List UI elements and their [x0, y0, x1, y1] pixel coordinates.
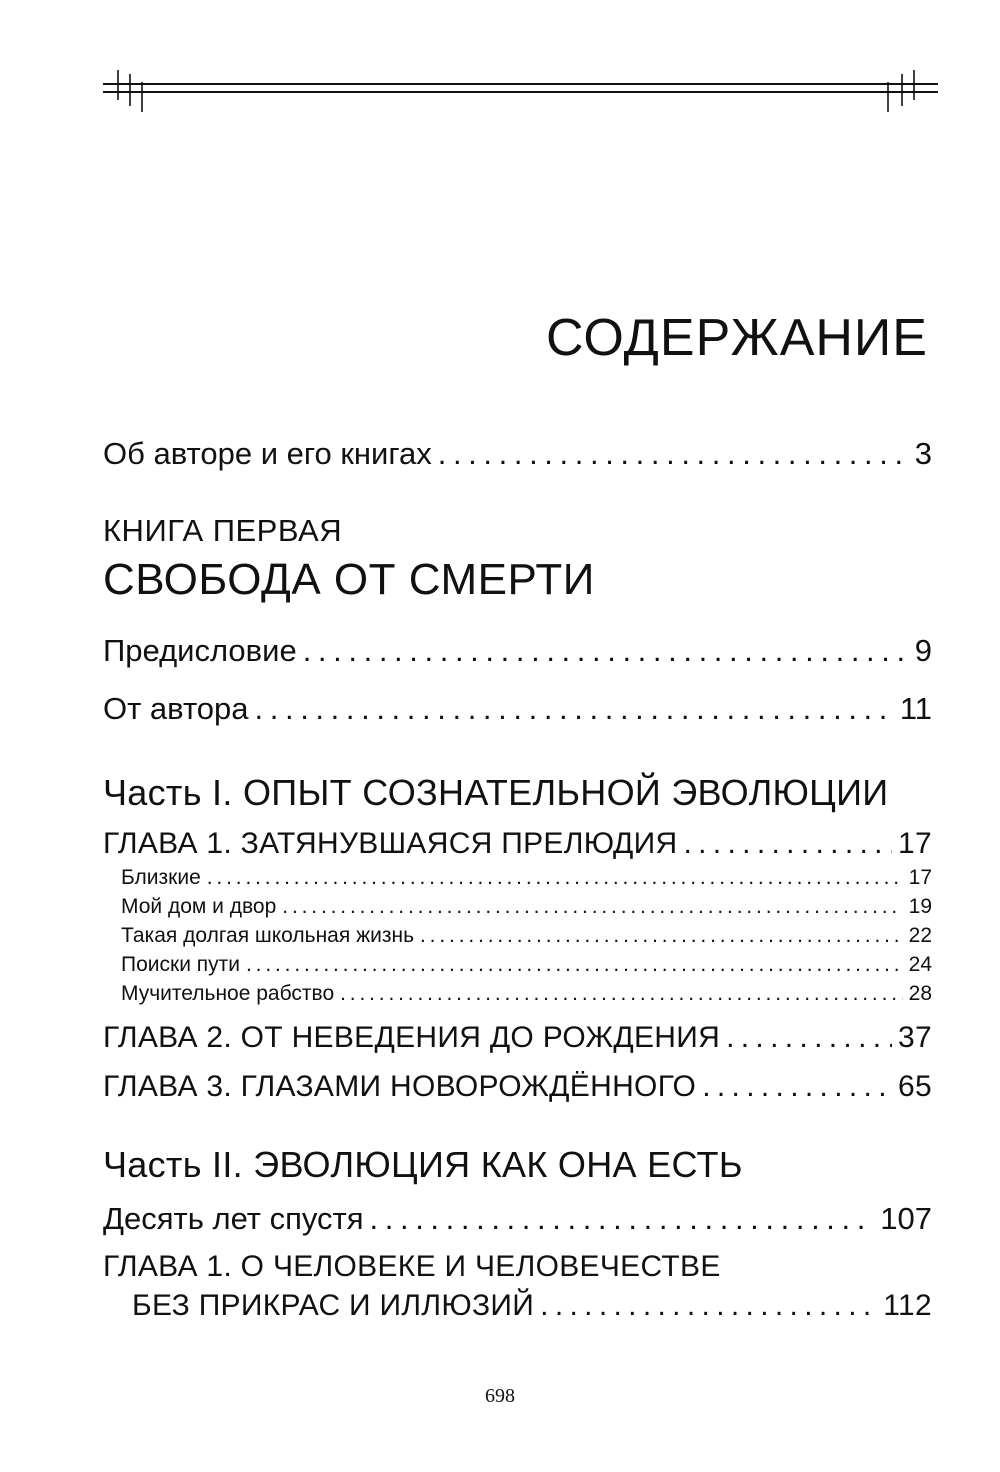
toc-entry-label: ГЛАВА 2. ОТ НЕВЕДЕНИЯ ДО РОЖДЕНИЯ [103, 1021, 721, 1054]
toc-entry-page: 22 [908, 924, 932, 947]
dot-leader [370, 1201, 875, 1237]
toc-entry-label: Близкие [121, 866, 201, 889]
toc-entry-part2-chapter1-line1[interactable]: ГЛАВА 1. О ЧЕЛОВЕКЕ И ЧЕЛОВЕЧЕСТВЕ [103, 1250, 721, 1283]
dot-leader [683, 827, 892, 861]
toc-entry-page: 19 [908, 895, 932, 918]
dot-leader [540, 1289, 877, 1323]
toc-entry-page: 37 [898, 1021, 932, 1054]
toc-section-item[interactable] [121, 953, 932, 977]
toc-entry-part2-chapter1[interactable] [132, 1289, 932, 1323]
dot-leader [282, 895, 902, 919]
dot-leader [438, 436, 909, 472]
toc-section-item[interactable] [121, 924, 932, 948]
book-label: КНИГА ПЕРВАЯ [103, 513, 343, 548]
part-1-title: Часть I. ОПЫТ СОЗНАТЕЛЬНОЙ ЭВОЛЮЦИИ [103, 772, 889, 813]
toc-entry-part1-chapter1[interactable] [103, 827, 932, 861]
toc-entry-label: Поиски пути [121, 953, 240, 976]
toc-entry-about-author[interactable] [103, 436, 932, 472]
toc-entry-page: 9 [914, 633, 932, 668]
toc-entry-part1-chapter2[interactable] [103, 1021, 932, 1055]
toc-entry-page: 17 [908, 866, 932, 889]
toc-entry-ten-years-later[interactable] [103, 1201, 932, 1237]
toc-entry-from-author[interactable] [103, 691, 932, 727]
toc-entry-page: 28 [908, 982, 932, 1005]
toc-section-item[interactable] [121, 895, 932, 919]
toc-entry-page: 65 [898, 1070, 932, 1103]
toc-entry-page: 11 [899, 691, 932, 726]
toc-entry-label: Мой дом и двор [121, 895, 277, 918]
toc-entry-label: Об авторе и его книгах [103, 436, 432, 471]
ornamental-top-rule [0, 0, 1000, 120]
toc-entry-preface[interactable] [103, 633, 932, 669]
toc-entry-label: БЕЗ ПРИКРАС И ИЛЛЮЗИЙ [132, 1289, 535, 1322]
toc-entry-page: 107 [880, 1201, 932, 1236]
toc-entry-label: Десять лет спустя [103, 1201, 364, 1236]
toc-entry-label: От автора [103, 691, 249, 726]
toc-entry-label: Такая долгая школьная жизнь [121, 924, 415, 947]
toc-entry-label: ГЛАВА 3. ГЛАЗАМИ НОВОРОЖДЁННОГО [103, 1070, 697, 1103]
toc-entry-part1-chapter3[interactable] [103, 1070, 932, 1104]
dot-leader [207, 866, 903, 890]
book-title: СВОБОДА ОТ СМЕРТИ [103, 555, 595, 604]
toc-section-item[interactable] [121, 982, 932, 1006]
dot-leader [726, 1021, 892, 1055]
page-number: 698 [485, 1385, 515, 1407]
dot-leader [246, 953, 903, 977]
toc-entry-page: 3 [914, 436, 932, 471]
part-2-title: Часть II. ЭВОЛЮЦИЯ КАК ОНА ЕСТЬ [103, 1144, 743, 1185]
toc-entry-page: 112 [883, 1289, 932, 1322]
toc-section-item[interactable] [121, 866, 932, 890]
dot-leader [303, 633, 909, 669]
toc-entry-label: ГЛАВА 1. ЗАТЯНУВШАЯСЯ ПРЕЛЮДИЯ [103, 827, 678, 860]
toc-entry-page: 17 [898, 827, 932, 860]
dot-leader [255, 691, 894, 727]
dot-leader [340, 982, 903, 1006]
toc-entry-label: Мучительное рабство [121, 982, 335, 1005]
page-title: СОДЕРЖАНИЕ [545, 309, 928, 367]
dot-leader [420, 924, 903, 948]
toc-entry-label: Предисловие [103, 633, 297, 668]
dot-leader [702, 1070, 892, 1104]
toc-entry-page: 24 [908, 953, 932, 976]
